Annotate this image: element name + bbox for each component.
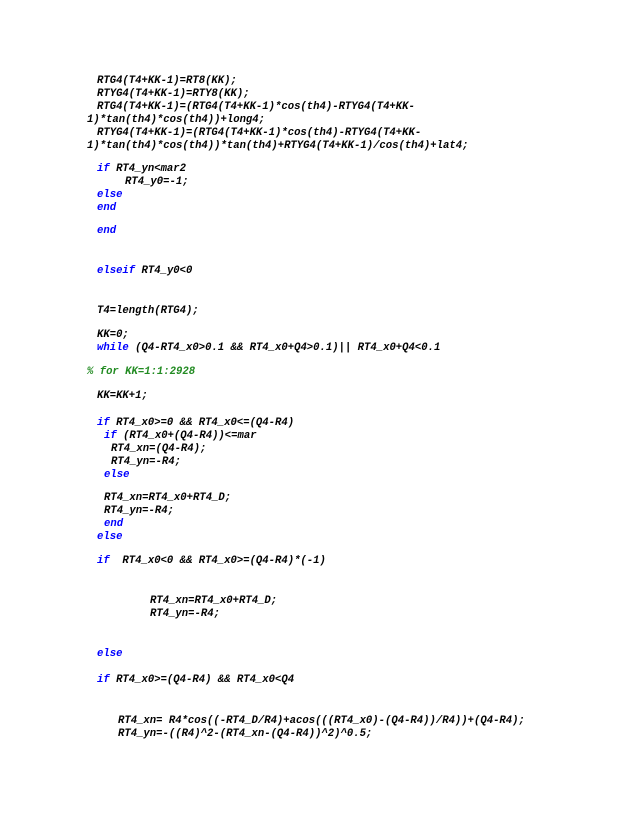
keyword: if	[97, 555, 110, 567]
keyword: if	[97, 163, 110, 175]
code-line: RT4_xn= R4*cos((-RT4_D/R4)+acos(((RT4_x0)-(Q4-R4))/R4))+(Q4-R4);	[118, 715, 525, 727]
keyword: if	[104, 430, 117, 442]
code-text: RT4_x0>=0 && RT4_x0<=(Q4-R4)	[109, 417, 295, 429]
code-text: (RT4_x0+(Q4-R4))<=mar	[116, 430, 257, 442]
code-line	[97, 674, 294, 687]
code-line: T4=length(RTG4);	[97, 305, 199, 317]
code-line: KK=KK+1;	[97, 390, 148, 402]
code-line	[97, 555, 326, 568]
code-line: RTYG4(T4+KK-1)=(RTG4(T4+KK-1)*cos(th4)-RTYG4(T4+KK-	[97, 127, 422, 139]
code-line: RT4_xn=RT4_x0+RT4_D;	[104, 492, 232, 504]
keyword: else	[104, 469, 130, 481]
keyword: end	[97, 202, 117, 214]
code-comment: % for KK=1:1:2928	[87, 366, 196, 378]
keyword: if	[97, 417, 110, 429]
keyword: elseif	[97, 265, 136, 277]
keyword: end	[104, 518, 124, 530]
keyword: end	[97, 225, 117, 237]
code-text: RT4_x0>=(Q4-R4) && RT4_x0<Q4	[109, 674, 295, 686]
keyword: while	[97, 342, 129, 354]
code-text: RT4_y0<0	[135, 265, 193, 277]
code-line	[104, 430, 257, 443]
code-text: (Q4-RT4_x0>0.1 && RT4_x0+Q4>0.1)|| RT4_x0+Q4<0.1	[128, 342, 441, 354]
code-line: 1)*tan(th4)*cos(th4))+long4;	[87, 114, 266, 126]
code-line	[97, 342, 440, 355]
code-line: RT4_yn=-R4;	[150, 608, 220, 620]
code-line: KK=0;	[97, 329, 129, 341]
code-line: RTG4(T4+KK-1)=(RTG4(T4+KK-1)*cos(th4)-RTYG4(T4+KK-	[97, 101, 415, 113]
keyword: else	[97, 531, 123, 543]
keyword: if	[97, 674, 110, 686]
code-line: RTYG4(T4+KK-1)=RTY8(KK);	[97, 88, 250, 100]
code-line: RT4_yn=-((R4)^2-(RT4_xn-(Q4-R4))^2)^0.5;	[118, 728, 373, 740]
code-line	[97, 417, 294, 430]
code-line: 1)*tan(th4)*cos(th4))*tan(th4)+RTYG4(T4+KK-1)/cos(th4)+lat4;	[87, 140, 469, 152]
keyword: else	[97, 648, 123, 660]
code-line: RT4_xn=RT4_x0+RT4_D;	[150, 595, 278, 607]
code-line: RT4_yn=-R4;	[111, 456, 181, 468]
code-line	[97, 265, 192, 278]
code-line: RT4_xn=(Q4-R4);	[111, 443, 207, 455]
code-line: RTG4(T4+KK-1)=RT8(KK);	[97, 75, 237, 87]
keyword: else	[97, 189, 123, 201]
code-line	[97, 163, 186, 176]
code-text: RT4_yn<mar2	[109, 163, 187, 175]
code-line: RT4_yn=-R4;	[104, 505, 174, 517]
code-line: RT4_y0=-1;	[125, 176, 189, 188]
code-text: RT4_x0<0 && RT4_x0>=(Q4-R4)*(-1)	[109, 555, 326, 567]
